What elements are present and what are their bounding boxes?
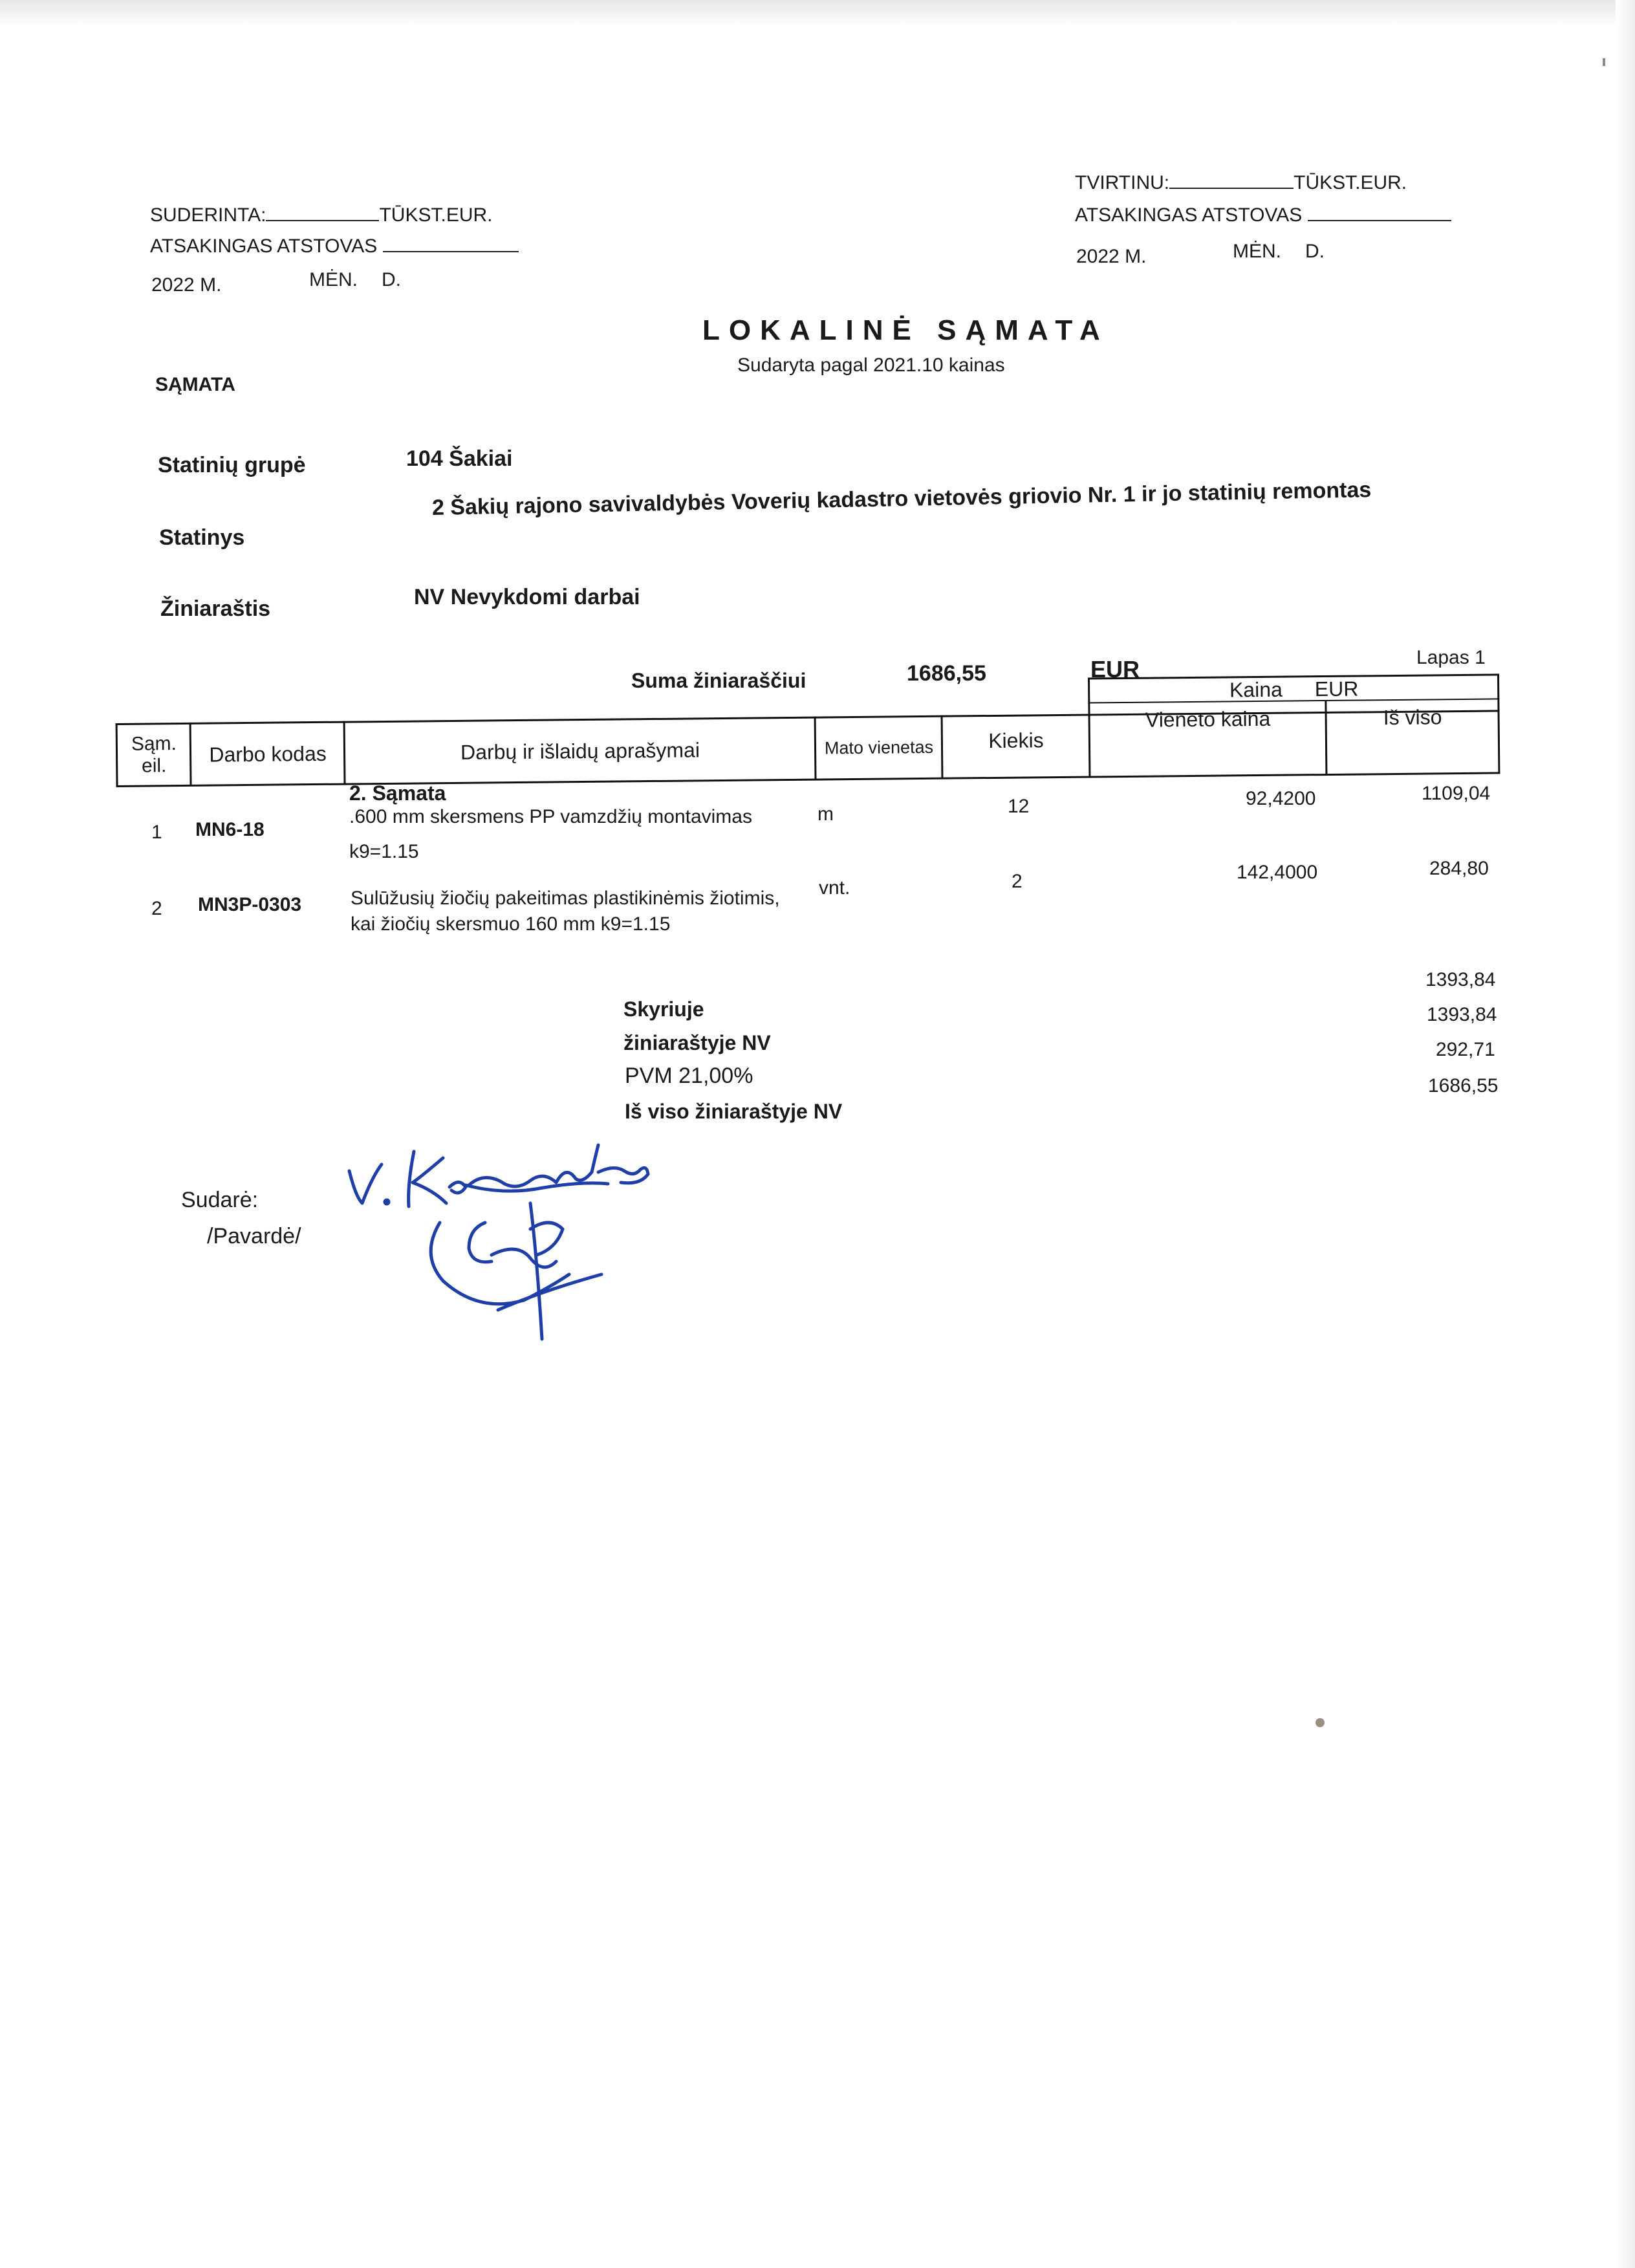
sum-currency: EUR bbox=[1090, 656, 1140, 682]
atsakingas-left-label: ATSAKINGAS ATSTOVAS bbox=[150, 235, 378, 257]
ziniarastis-label: Žiniaraštis bbox=[160, 596, 271, 621]
suderinta-line bbox=[150, 204, 493, 226]
sum-label: Suma žiniaraščiui bbox=[631, 669, 807, 692]
tvirtinu-line bbox=[1075, 172, 1407, 194]
page-number: Lapas 1 bbox=[1416, 647, 1486, 668]
header-price-group bbox=[1090, 676, 1497, 702]
skyriuje-label: Skyriuje bbox=[623, 998, 704, 1021]
row-code: MN3P-0303 bbox=[198, 894, 302, 915]
row-total: 1109,04 bbox=[1422, 783, 1491, 804]
header-code: Darbo kodas bbox=[209, 741, 327, 767]
header-description: Darbų ir išlaidų aprašymai bbox=[460, 737, 700, 764]
subtotal-value: 1393,84 bbox=[1425, 969, 1496, 990]
document-subtitle: Sudaryta pagal 2021.10 kainas bbox=[737, 354, 1005, 376]
date-right-month: MĖN. bbox=[1233, 241, 1281, 262]
tvirtinu-unit: TŪKST.EUR. bbox=[1294, 172, 1407, 193]
scan-shadow-right bbox=[1616, 0, 1635, 2268]
row-quantity: 12 bbox=[1008, 796, 1030, 817]
atsakingas-right-line bbox=[1075, 204, 1451, 226]
grupe-label: Statinių grupė bbox=[158, 453, 306, 477]
row-unit: vnt. bbox=[819, 877, 850, 899]
scan-speck bbox=[1316, 1718, 1325, 1727]
header-unit-price: Vieneto kaina bbox=[1145, 706, 1271, 732]
row-unit-price: 92,4200 bbox=[1246, 788, 1316, 809]
tvirtinu-label: TVIRTINU: bbox=[1075, 172, 1170, 193]
atsakingas-right-blank bbox=[1308, 219, 1451, 221]
document-title: LOKALINĖ SĄMATA bbox=[702, 314, 1109, 346]
sum-value: 1686,55 bbox=[907, 661, 986, 686]
header-quantity: Kiekis bbox=[988, 728, 1044, 752]
suderinta-unit: TŪKST.EUR. bbox=[379, 204, 493, 226]
pvm-value: 1686,55 bbox=[1428, 1075, 1499, 1096]
suderinta-blank bbox=[266, 219, 379, 221]
header-total: Iš viso bbox=[1383, 704, 1442, 729]
ziniarastyje-value: 292,71 bbox=[1436, 1039, 1495, 1060]
header-unit: Mato vienetas bbox=[824, 737, 934, 758]
row-description-1: .600 mm skersmens PP vamzdžių montavimas bbox=[349, 806, 752, 827]
tvirtinu-blank bbox=[1169, 187, 1294, 189]
row-code: MN6-18 bbox=[195, 819, 265, 840]
header-price-currency: EUR bbox=[1314, 677, 1359, 701]
row-unit-price: 142,4000 bbox=[1237, 862, 1318, 883]
scan-shadow-top bbox=[0, 0, 1635, 26]
atsakingas-right-label: ATSAKINGAS ATSTOVAS bbox=[1075, 204, 1303, 226]
scan-speck bbox=[1603, 58, 1605, 66]
samata-label: SĄMATA bbox=[155, 374, 235, 395]
header-price-label: Kaina bbox=[1229, 677, 1283, 702]
date-left-day: D. bbox=[382, 269, 401, 290]
header-nr: Sąm. eil. bbox=[131, 732, 177, 777]
date-right-day: D. bbox=[1305, 241, 1325, 262]
section-title: 2. Sąmata bbox=[349, 781, 446, 805]
table-header bbox=[114, 670, 1500, 787]
ziniarastyje-label: žiniaraštyje NV bbox=[623, 1031, 771, 1054]
atsakingas-left-line bbox=[150, 235, 519, 257]
row-description-2: kai žiočių skersmuo 160 mm k9=1.15 bbox=[351, 913, 671, 935]
signature-image bbox=[336, 1126, 698, 1346]
atsakingas-left-blank bbox=[383, 250, 519, 252]
skyriuje-value: 1393,84 bbox=[1427, 1004, 1497, 1025]
statinys-label: Statinys bbox=[159, 525, 245, 550]
row-unit: m bbox=[817, 803, 834, 825]
statinys-value: 2 Šakių rajono savivaldybės Voverių kadastro vietovės griovio Nr. 1 ir jo statinių remontas bbox=[431, 477, 1372, 520]
row-nr: 2 bbox=[151, 898, 162, 919]
row-quantity: 2 bbox=[1012, 871, 1023, 892]
date-left-month: MĖN. bbox=[309, 269, 358, 290]
date-left-year: 2022 M. bbox=[151, 274, 222, 296]
row-description-1: Sulūžusių žiočių pakeitimas plastikinėmis žiotimis, bbox=[351, 888, 780, 909]
date-right-year: 2022 M. bbox=[1076, 246, 1147, 267]
row-nr: 1 bbox=[151, 822, 162, 843]
is-viso-label: Iš viso žiniaraštyje NV bbox=[625, 1100, 843, 1123]
grupe-value: 104 Šakiai bbox=[406, 446, 513, 471]
sudare-label: Sudarė: bbox=[181, 1188, 259, 1212]
pvm-label: PVM 21,00% bbox=[625, 1063, 753, 1088]
row-description-2: k9=1.15 bbox=[349, 841, 419, 862]
pavarde-label: /Pavardė/ bbox=[207, 1224, 301, 1248]
ziniarastis-value: NV Nevykdomi darbai bbox=[414, 585, 640, 609]
row-total: 284,80 bbox=[1429, 858, 1489, 879]
suderinta-label: SUDERINTA: bbox=[150, 204, 266, 226]
